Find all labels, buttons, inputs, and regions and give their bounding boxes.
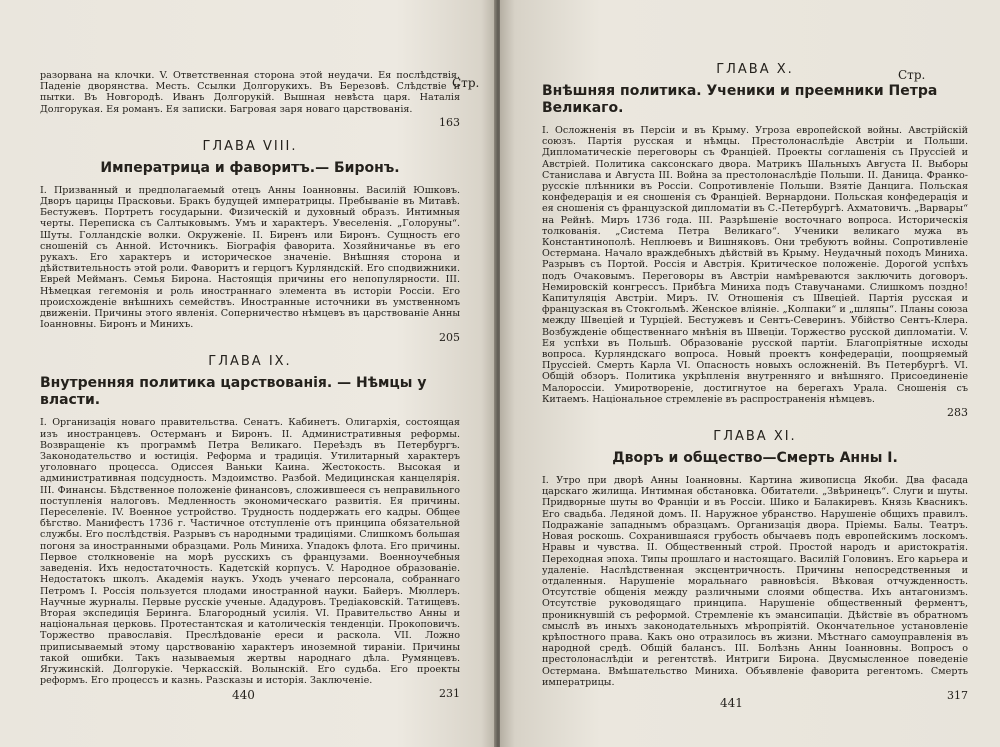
toc-column (40, 70, 460, 702)
column-label: Стр. (898, 68, 926, 82)
chapter-title: Императрица и фаворитъ.— Биронъ. (100, 159, 400, 176)
chapter-page-number: 283 (947, 406, 968, 420)
chapter-title: Внутренняя политика царствованія. — Нѣмцы у власти. (40, 375, 427, 409)
chapter-summary: I. Организація новаго правительства. Сенатъ. Кабинетъ. Олигархія, состоящая изъ иностранцевъ. Остерманъ и Биронъ. II. Административныя реформы. Возвращеніе къ программѣ Петра Великаго. Переѣздъ въ Петербургъ. Законодательство и юстиція. Реформа и традиція. Утилитарный характеръ уголовнаго процесса. Одиссея Ваньки Каина. Жестокость. Высокая и административная подсудность. Мздоимство. Разбой. Медицинская канцелярія. III. Финансы. Бѣдственное положеніе финансовъ, сложившееся съ неправильного поступленія налоговъ. Медленность экономическаго развитія. Ея причины. Переселеніе. IV. Военное устройство. Трудность поддержать его кадры. Общее бѣгство. Манифестъ 1736 г. Частичное отступленіе отъ принципа обязательной службы. Его послѣдствія. Разрывъ съ народными традиціями. Слишкомъ большая погоня за иностранными образцами. Роль Миниха. Упадокъ флота. Его причины. Первое столкновеніе на морѣ русскихъ съ французами. Военноучебныя заведенія. Ихъ недостаточность. Кадетскій корпусъ. V. Народное образованіе. Недостатокъ школъ. Академія наукъ. Уходъ ученаго персонала, собраннаго Петромъ I. Россія пользуется плодами иностранной науки. Байеръ. Мюллеръ. Научные журналы. Первые русскіе ученые. Ададуровъ. Тредіаковскій. Татищевъ. Вторая экспедиція Беринга. Благородный усилія. VI. Правительство Анны и національная церковь. Протестантская и католическія тенденціи. Прокоповичъ. Торжество православія. Преслѣдованіе ереси и раскола. VII. Ложно приписываемый этому царствованію характеръ иноземной тираніи. Причины такой ошибки. Такъ называемыя жертвы народнаго дѣла. Румянцевъ. Ягужинскій. Долгорукіе. Черкасскій. Волынскій. Его судьба. Его проекты реформъ. Его процессъ и казнь. Разсказы и исторія. Заключеніе. (40, 417, 460, 687)
page-folio: 441 (720, 696, 743, 710)
intro-text: разорвана на клочки. V. Ответственная сторона этой неудачи. Ея послѣдствія. Паденіе дворянства. Месть. Ссылки Долгорукихъ. Въ Березовѣ. Слѣдствіе и пытки. Въ Новгородѣ. Иванъ Долгорукій. Вышная невѣста царя. Наталія Долгорукая. Ея романъ. Ея записки. Багровая заря новаго царствованія. (40, 70, 460, 115)
chapter-summary: I. Осложненія въ Персіи и въ Крыму. Угроза европейской войны. Австрійскій союзъ. Партія русская и нѣмцы. Престолонаслѣдіе Австріи и Польши. Дипломатическіе переговоры съ Франціей. Проекты соглашенія съ Пруссіей и Австріей. Политика саксонскаго двора. Матрикъ Шальныхъ Августа II. Выборы Станислава и Августа III. Война за престолонаслѣдіе Польши. II. Даница. Франко-русскіе плѣнники въ Россіи. Сопротивленіе Польши. Взятіе Данцига. Польская конфедерація и ея сношенія съ Франціей. Вернардони. Польская конфедерація и ея сношенія съ французской дипломатіи въ С.-Петербургѣ. Ахматовичъ. „Варвары“ на Рейнѣ. Миръ 1736 года. III. Разрѣшеніе восточнаго вопроса. Историческія толкованія. „Система Петра Великаго“. Ученики великаго мужа въ Константинополѣ. Неплюевъ и Вишняковъ. Они требуютъ войны. Сопротивленіе Остермана. Начало враждебныхъ дѣйствій въ Крыму. Неудачный походъ Миниха. Разрывъ съ Портой. Россія и Австрія. Критическое положеніе. Дорогой успѣхъ подъ Очаковымъ. Переговоры въ Австріи намѣреваются заключить договоръ. Немировскій конгрессъ. Прибѣга Миниха подъ Ставучанами. Слишкомъ поздно! Капитуляція Австріи. Миръ. IV. Отношенія съ Швеціей. Партія русская и французская въ Стокгольмѣ. Женское вліяніе. „Колпаки“ и „шляпы“. Планы союза между Швеціей и Турціей. Бестужевъ и Сентъ-Северинъ. Убійство Сентъ-Клера. Возбужденіе общественнаго мнѣнія въ Швеціи. Торжество русской дипломатіи. V. Ея успѣхи въ Польшѣ. Образованіе русской партіи. Благопріятные исходы вопроса. Курляндскаго вопроса. Новый проектъ конфедераціи, поощряемый Пруссіей. Смерть Карла VI. Опасность новыхъ осложненій. Въ Петербургѣ. VI. Общій обзоръ. Политика укрѣпленія внутренняго и внѣшняго. Присоединеніе Малороссіи. Умиротвореніе, достигнутое на берегахъ Урала. Сношенія съ Китаемъ. Національное стремленіе въ распространенія нѣмцевъ. (542, 125, 968, 405)
toc-column (542, 62, 968, 704)
chapter-title: Дворъ и общество—Смерть Анны I. (612, 450, 898, 467)
right-page (500, 0, 1000, 747)
column-label: Стр. (452, 76, 480, 90)
chapter-page-number: 205 (439, 331, 460, 345)
chapter-page-number: 317 (947, 688, 968, 702)
chapter-summary: I. Призванный и предполагаемый отецъ Анны Іоанновны. Василій Юшковъ. Дворъ царицы Прасковьи. Бракъ будущей императрицы. Пребываніе въ Митавѣ. Бестужевъ. Портретъ государыни. Физическій и духовный образъ. Интимныя черты. Переписка съ Салтыковымъ. Умъ и характеръ. Увеселенія. „Голоруны“. Шуты. Голландскіе волки. Окруженіе. II. Биренъ или Биронъ. Сущность его сношеній съ Анной. Источникъ. Біографія фаворита. Хозяйничанье въ его рукахъ. Его характеръ и историческое значеніе. Внѣшняя сторона и дѣйствительность этой роли. Фаворитъ и герцогъ Курляндскій. Его сподвижники. Еврей Мейманъ. Семья Бирона. Настоящія причины его непопулярности. III. Нѣмецкая гегемонія и роль иностраннаго элемента въ исторіи Россіи. Его происхожденіе внѣшнихъ семействъ. Иностранные источники въ умственномъ движеніи. Причины этого явленія. Соперничество нѣмцевъ въ царствованіе Анны Іоанновны. Биронъ и Минихъ. (40, 184, 460, 331)
chapter-label: ГЛАВА XI. (713, 429, 797, 445)
chapter-page-number: 231 (439, 687, 460, 701)
left-page (0, 0, 496, 747)
chapter-title: Внѣшняя политика. Ученики и преемники Петра Великаго. (542, 83, 938, 116)
chapter-summary: I. Утро при дворѣ Анны Іоанновны. Картина живописца Якоби. Два фасада царскаго жилища. Интимная обстановка. Обитатели. „Звѣринецъ“. Слуги и шуты. Придворные шуты во Франціи и въ Россіи. Шико и Балакиревъ. Князь Квасникъ. Его свадьба. Ледяной домъ. II. Наружное убранство. Нарушеніе общихъ правилъ. Подражаніе западнымъ образцамъ. Организація двора. Пріемы. Балы. Театръ. Новая роскошь. Сохранившаяся грубость обычаевъ подъ европейскимъ лоскомъ. Нравы и чувства. II. Общественный строй. Простой народъ и аристократія. Переходная эпоха. Типы прошлаго и настоящаго. Василій Головинъ. Его карьера и удаленіе. Наслѣдственная эксцентричность. Причины непосредственныя и отдаленныя. Нарушеніе моральнаго равновѣсія. Вѣковая отчужденность. Отсутствіе общенія между различными слоями общества. Ихъ антагонизмъ. Отсутствіе руководящаго принципа. Нарушеніе общественный ферментъ, проникнувшій съ реформой. Стремленіе къ эмансипаціи. Дѣйствіе въ обратномъ смыслѣ въ иныхъ законодательныхъ мѣропріятій. Окончательное установленіе крѣпостного права. Какъ оно отразилось въ жизни. Мѣстнаго самоуправленія въ народной средѣ. Общій балансъ. III. Болѣзнь Анны Іоанновны. Вопросъ о престолонаслѣдіи и регентствѣ. Интриги Бирона. Двусмысленное поведеніе Остермана. Вмѣшательство Миниха. Объявленіе фаворита регентомъ. Смерть императрицы. (542, 475, 968, 688)
chapter-label: ГЛАВА VIII. (202, 138, 298, 154)
page-folio: 440 (232, 688, 255, 702)
intro-page-number: 163 (439, 115, 460, 129)
chapter-label: ГЛАВА X. (716, 62, 794, 77)
chapter-label: ГЛАВА IX. (208, 354, 292, 370)
